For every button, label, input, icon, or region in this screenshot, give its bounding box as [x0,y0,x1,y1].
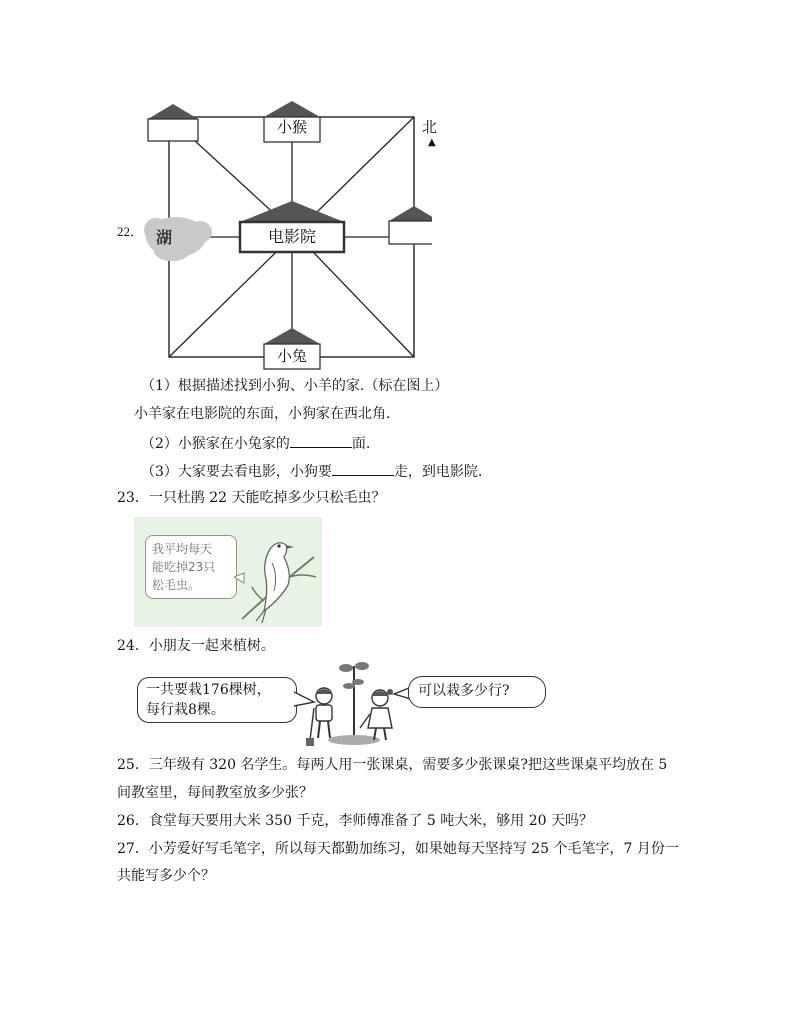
q22-sub3-blank[interactable] [332,460,394,476]
question-26-text: 26．食堂每天要用大米 350 千克，李师傅准备了 5 吨大米，够用 20 天吗？ [117,813,593,829]
north-label: 北 [422,118,438,136]
children-planting-tree-icon [302,656,406,750]
house-right-empty [389,206,432,244]
north-arrow-icon: ▲ [428,137,436,148]
q22-sub2-prefix: （2）小猴家在小兔家的 [141,436,290,452]
question-24-text: 24．小朋友一起来植树。 [117,638,275,654]
question-25-line2: 间教室里，每间教室放多少张？ [117,785,313,801]
cuckoo-bird-icon [234,529,322,624]
q22-sub3-suffix: 走，到电影院. [393,464,483,480]
cinema-label: 电影院 [267,227,316,246]
question-27-line1: 27．小芳爱好写毛笔字，所以每天都勤加练习，如果她每天坚持写 25 个毛笔字，7 月份一 [117,841,679,857]
q22-sub2 [141,432,370,454]
q22-sub1-description: 小羊家在电影院的东面，小狗家在西北角. [134,406,391,422]
lake-shape [144,217,212,261]
cuckoo-picture [134,517,322,627]
question-27-line2: 共能写多少个？ [117,868,215,884]
cuckoo-bubble-line1: 我平均每天 [152,542,213,556]
house-top-left-empty [148,104,198,141]
q22-sub2-blank[interactable] [290,432,352,448]
lake-label: 湖 [156,228,173,247]
q22-sub3-prefix: （3）大家要去看电影，小狗要 [141,464,332,480]
monkey-house-label: 小猴 [276,118,307,136]
map-figure [142,98,432,370]
planting-left-bubble-line1: 一共要栽176棵树， [146,682,271,698]
cuckoo-bubble-line2: 能吃掉23只 [152,560,216,574]
rabbit-house-label: 小兔 [276,347,307,365]
planting-right-bubble-text: 可以栽多少行? [418,683,510,699]
cuckoo-bubble-line3: 松毛虫。 [152,578,201,592]
planting-left-bubble-line2: 每行栽8棵。 [146,702,225,718]
question-25-line1: 25．三年级有 320 名学生。每两人用一张课桌，需要多少张课桌?把这些课桌平均放在 5 [117,757,668,773]
q22-sub1: （1）根据描述找到小狗、小羊的家.（标在图上） [141,378,449,394]
planting-left-speech-bubble [137,677,297,723]
cuckoo-speech-bubble [145,535,237,599]
q22-sub3 [141,460,482,482]
question-23-text: 23．一只杜鹃 22 天能吃掉多少只松毛虫？ [117,490,386,506]
q22-sub2-suffix: 面. [351,436,371,452]
planting-right-speech-bubble [408,676,546,708]
question-22-number: 22． [117,224,144,239]
